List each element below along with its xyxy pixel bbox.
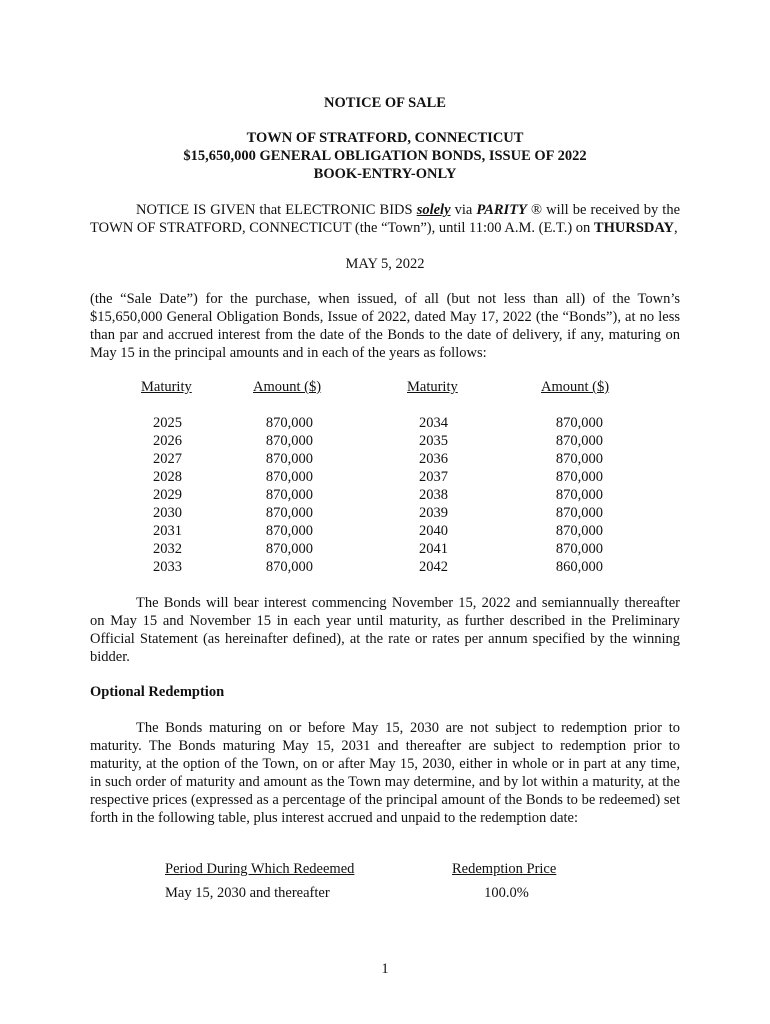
maturity-amount: 870,000 [555, 541, 603, 557]
page-number: 1 [381, 961, 389, 977]
amount-header-left: Amount ($) [253, 379, 322, 395]
maturity-header-right: Maturity [407, 379, 458, 395]
maturity-amount: 870,000 [555, 523, 603, 539]
maturity-year: 2034 [419, 415, 448, 431]
interest-paragraph: The Bonds will bear interest commencing November 15, 2022 and semiannually thereafter on May 15 and November 15 in each year until maturity, as further described in the Preliminary Official Statement (as hereinafter defined), at the rate or rates per annum specified by the winning bidder. [90, 595, 680, 665]
maturity-year: 2026 [153, 433, 182, 449]
right-amounts-column [540, 414, 603, 576]
maturity-year: 2028 [153, 469, 182, 485]
issuer-name: TOWN OF STRATFORD, CONNECTICUT [246, 130, 524, 146]
solely-emphasis: solely [416, 202, 451, 218]
optional-redemption-paragraph: The Bonds maturing on or before May 15, 2030 are not subject to redemption prior to maturity. The Bonds maturing May 15, 2031 and thereafter are subject to redemption prior to maturity, at the option of the Town, on or after May 15, 2030, either in whole or in part at any time, in such order of maturity and amount as the Town may determine, and by lot within a maturity, at the respective prices (expressed as a percentage of the principal amount of the Bonds to be redeemed) set forth in the following table, plus interest accrued and unpaid to the redemption date: [90, 720, 680, 826]
redemption-period: May 15, 2030 and thereafter [165, 885, 330, 901]
notice-title: NOTICE OF SALE [324, 95, 446, 111]
period-header: Period During Which Redeemed [165, 861, 355, 877]
price-header: Redemption Price [452, 861, 557, 877]
maturity-year: 2030 [153, 505, 182, 521]
maturity-year: 2025 [153, 415, 182, 431]
right-years-column [419, 414, 448, 576]
maturity-amount: 870,000 [555, 469, 603, 485]
maturity-year: 2032 [153, 541, 182, 557]
left-years-column [153, 414, 182, 576]
maturity-year: 2033 [153, 559, 182, 575]
weekday: THURSDAY [593, 220, 674, 236]
purchase-paragraph: (the “Sale Date”) for the purchase, when issued, of all (but not less than all) of the Town’s $15,650,000 General Obligation Bonds, Issue of 2022, dated May 17, 2022 (the “Bonds”), at no less than par and accrued interest from the date of the Bonds to the date of delivery, if any, maturing on May 15 in the principal amounts and in each of the years as follows: [90, 291, 680, 361]
maturity-amount: 870,000 [555, 415, 603, 431]
maturity-year: 2035 [419, 433, 448, 449]
parity-platform: PARITY [476, 202, 527, 218]
maturity-year: 2031 [153, 523, 182, 539]
maturity-year: 2041 [419, 541, 448, 557]
redemption-price: 100.0% [484, 885, 529, 901]
intro-paragraph: NOTICE IS GIVEN that ELECTRONIC BIDS solely via PARITY ® will be received by the TOWN OF STRATFORD, CONNECTICUT (the “Town”), until 11:00 A.M. (E.T.) on THURSDAY, [90, 202, 681, 236]
maturity-year: 2029 [153, 487, 182, 503]
maturity-amount: 870,000 [265, 559, 313, 575]
maturity-amount: 870,000 [555, 433, 603, 449]
maturity-year: 2040 [419, 523, 448, 539]
maturity-amount: 870,000 [555, 451, 603, 467]
maturity-amount: 870,000 [555, 505, 603, 521]
maturity-year: 2036 [419, 451, 448, 467]
maturity-amount: 860,000 [555, 559, 603, 575]
book-entry-form: BOOK-ENTRY-ONLY [313, 166, 457, 182]
maturity-amount: 870,000 [555, 487, 603, 503]
maturity-year: 2038 [419, 487, 448, 503]
left-amounts-column [253, 414, 313, 576]
maturity-amount: 870,000 [265, 469, 313, 485]
maturity-year: 2042 [419, 559, 448, 575]
issue-description: $15,650,000 GENERAL OBLIGATION BONDS, ISSUE OF 2022 [183, 148, 587, 164]
sale-date: MAY 5, 2022 [345, 256, 425, 272]
maturity-amount: 870,000 [265, 451, 313, 467]
maturity-header-left: Maturity [141, 379, 192, 395]
maturity-year: 2039 [419, 505, 448, 521]
optional-redemption-heading: Optional Redemption [90, 684, 225, 700]
maturity-amount: 870,000 [265, 541, 313, 557]
maturity-amount: 870,000 [265, 433, 313, 449]
maturity-year: 2037 [419, 469, 448, 485]
amount-header-right: Amount ($) [541, 379, 610, 395]
maturity-amount: 870,000 [265, 487, 313, 503]
maturity-year: 2027 [153, 451, 182, 467]
maturity-amount: 870,000 [265, 415, 313, 431]
maturity-amount: 870,000 [265, 505, 313, 521]
maturity-amount: 870,000 [265, 523, 313, 539]
